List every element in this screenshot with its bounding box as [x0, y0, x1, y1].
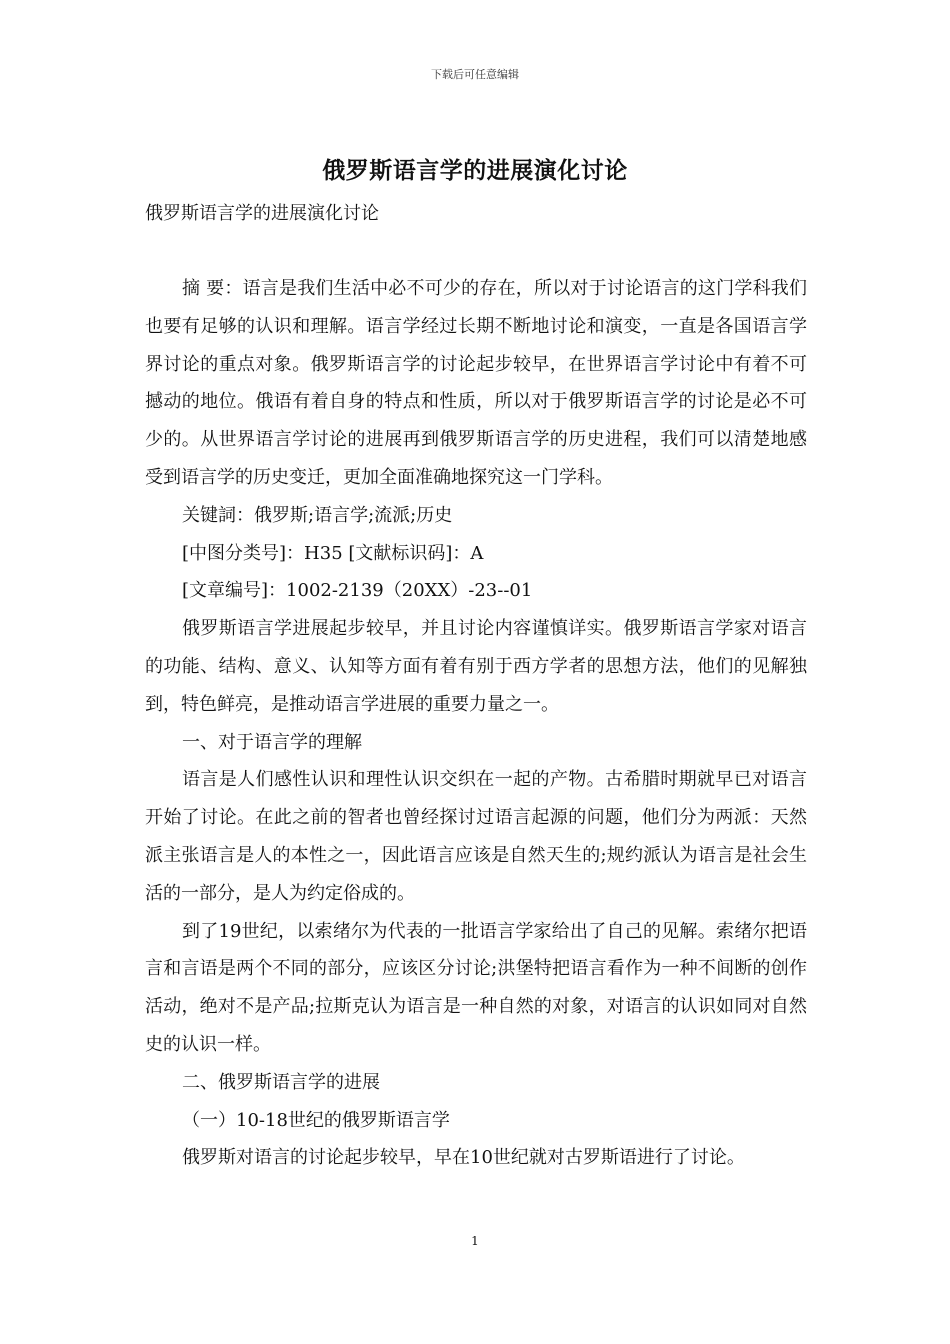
abstract-paragraph: 摘 要：语言是我们生活中必不可少的存在，所以对于讨论语言的这门学科我们也要有足够的认识和理解。语言学经过长期不断地讨论和演变，一直是各国语言学界讨论的重点对象。俄罗斯语言学的讨论起步较早，在世界语言学讨论中有着不可撼动的地位。俄语有着自身的特点和性质，所以对于俄罗斯语言学的讨论是必不可少的。从世界语言学讨论的进展再到俄罗斯语言学的历史进程，我们可以清楚地感受到语言学的历史变迁，更加全面准确地探究这一门学科。 — [145, 278, 807, 488]
body-paragraph: 俄罗斯对语言的讨论起步较早，早在10世纪就对古罗斯语进行了讨论。 — [182, 1147, 745, 1169]
document-title: 俄罗斯语言学的进展演化讨论 — [322, 157, 628, 184]
document-body — [145, 270, 807, 1177]
page-number: 1 — [471, 1234, 479, 1248]
body-paragraph: 到了19世纪，以索绪尔为代表的一批语言学家给出了自己的见解。索绪尔把语言和言语是两个不同的部分，应该区分讨论;洪堡特把语言看作为一种不间断的创作活动，绝对不是产品;拉斯克认为语言是一种自然的对象，对语言的认识如同对自然史的认识一样。 — [145, 920, 807, 1055]
page-header-note: 下载后可任意编辑 — [431, 68, 519, 81]
classification-line: [中图分类号]：H35 [文献标识码]：A — [182, 542, 484, 564]
subsection-heading-1: （一）10-18世纪的俄罗斯语言学 — [182, 1109, 450, 1131]
section-heading-2: 二、俄罗斯语言学的进展 — [182, 1071, 380, 1093]
intro-paragraph: 俄罗斯语言学进展起步较早，并且讨论内容谨慎详实。俄罗斯语言学家对语言的功能、结构、意义、认知等方面有着有别于西方学者的思想方法，他们的见解独到，特色鲜亮，是推动语言学进展的重要力量之一。 — [145, 618, 807, 715]
body-paragraph: 语言是人们感性认识和理性认识交织在一起的产物。古希腊时期就早已对语言开始了讨论。在此之前的智者也曾经探讨过语言起源的问题，他们分为两派：天然派主张语言是人的本性之一，因此语言应该是自然天生的;规约派认为语言是社会生活的一部分，是人为约定俗成的。 — [145, 769, 807, 904]
section-heading-1: 一、对于语言学的理解 — [182, 731, 362, 753]
article-number-line: [文章编号]：1002-2139（20XX）-23--01 — [182, 580, 533, 602]
document-subtitle: 俄罗斯语言学的进展演化讨论 — [145, 203, 379, 224]
keywords-line: 关键詞：俄罗斯;语言学;流派;历史 — [182, 504, 453, 526]
